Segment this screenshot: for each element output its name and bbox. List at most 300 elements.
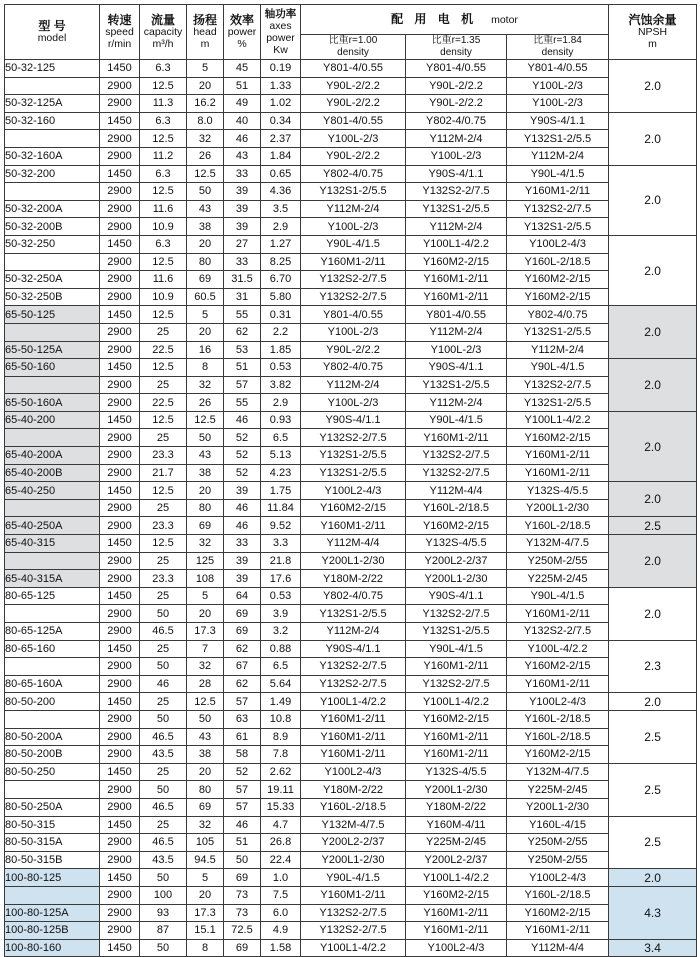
efficiency-cell: 62	[224, 675, 261, 693]
motor-density-135-cell: Y90L-4/1.5	[406, 640, 507, 658]
npsh-cell: 2.5	[609, 763, 697, 816]
motor-density-184-cell: Y160M2-2/15	[507, 271, 609, 289]
capacity-cell: 23.3	[140, 517, 187, 535]
motor-density-135-cell: Y160M1-2/11	[406, 728, 507, 746]
speed-cell: 2900	[100, 781, 140, 799]
motor-density-135-cell: Y200L1-2/30	[406, 781, 507, 799]
capacity-cell: 100	[140, 886, 187, 904]
efficiency-cell: 53	[224, 341, 261, 359]
capacity-cell: 12.5	[140, 411, 187, 429]
table-row	[5, 886, 697, 904]
efficiency-cell: 43	[224, 147, 261, 165]
head-cell: 5	[187, 60, 224, 78]
shaft-power-cell: 0.34	[261, 112, 301, 130]
motor-density-100-cell: Y132S2-2/7.5	[301, 429, 406, 447]
shaft-power-cell: 6.5	[261, 658, 301, 676]
model-cell: 50-32-200B	[5, 218, 100, 236]
head-cell: 5	[187, 587, 224, 605]
speed-cell: 2900	[100, 218, 140, 236]
efficiency-cell: 58	[224, 746, 261, 764]
head-cell: 32	[187, 535, 224, 553]
speed-cell: 1450	[100, 60, 140, 78]
motor-density-135-cell: Y160M1-2/11	[406, 922, 507, 940]
motor-density-184-cell: Y160L-2/18.5	[507, 886, 609, 904]
motor-density-135-cell: Y112M-2/4	[406, 394, 507, 412]
motor-density-135-cell: Y160M-4/11	[406, 816, 507, 834]
header-efficiency-en1: power	[227, 26, 257, 38]
efficiency-cell: 55	[224, 306, 261, 324]
motor-density-184-cell: Y132S1-2/5.5	[507, 394, 609, 412]
model-cell: 50-32-250A	[5, 271, 100, 289]
motor-density-184-cell: Y160L-2/18.5	[507, 728, 609, 746]
table-row	[5, 95, 697, 113]
efficiency-cell: 61	[224, 728, 261, 746]
head-cell: 17.3	[187, 904, 224, 922]
capacity-cell: 23.3	[140, 570, 187, 588]
motor-density-184-cell: Y200L1-2/30	[507, 798, 609, 816]
model-cell	[5, 77, 100, 95]
table-row	[5, 851, 697, 869]
speed-cell: 1450	[100, 939, 140, 957]
capacity-cell: 12.5	[140, 253, 187, 271]
header-capacity-en1: capacity	[143, 26, 183, 38]
table-row	[5, 359, 697, 377]
shaft-power-cell: 26.8	[261, 834, 301, 852]
head-cell: 50	[187, 710, 224, 728]
capacity-cell: 46.5	[140, 623, 187, 641]
motor-density-100-cell: Y801-4/0.55	[301, 112, 406, 130]
head-cell: 15.1	[187, 922, 224, 940]
motor-density-184-cell: Y90L-4/1.5	[507, 587, 609, 605]
motor-density-184-cell: Y160M2-2/15	[507, 658, 609, 676]
speed-cell: 1450	[100, 112, 140, 130]
speed-cell: 2900	[100, 517, 140, 535]
shaft-power-cell: 17.6	[261, 570, 301, 588]
head-cell: 69	[187, 271, 224, 289]
motor-density-135-cell: Y90S-4/1.1	[406, 359, 507, 377]
motor-density-184-cell: Y132S2-2/7.5	[507, 623, 609, 641]
efficiency-cell: 62	[224, 640, 261, 658]
speed-cell: 2900	[100, 570, 140, 588]
table-row	[5, 464, 697, 482]
header-density-100-zh: 比重r=1.00	[328, 35, 378, 46]
motor-density-184-cell: Y90S-4/1.1	[507, 112, 609, 130]
motor-density-135-cell: Y112M-2/4	[406, 218, 507, 236]
motor-density-135-cell: Y160M2-2/15	[406, 253, 507, 271]
head-cell: 12.5	[187, 165, 224, 183]
efficiency-cell: 72.5	[224, 922, 261, 940]
table-row	[5, 816, 697, 834]
speed-cell: 2900	[100, 464, 140, 482]
table-row	[5, 77, 697, 95]
table-row	[5, 288, 697, 306]
speed-cell: 1450	[100, 763, 140, 781]
shaft-power-cell: 1.49	[261, 693, 301, 711]
motor-density-135-cell: Y112M-4/4	[406, 482, 507, 500]
table-row	[5, 570, 697, 588]
head-cell: 38	[187, 218, 224, 236]
efficiency-cell: 57	[224, 781, 261, 799]
motor-density-100-cell: Y200L1-2/30	[301, 552, 406, 570]
capacity-cell: 25	[140, 499, 187, 517]
model-cell: 80-65-160A	[5, 675, 100, 693]
capacity-cell: 50	[140, 658, 187, 676]
header-shaft-power	[261, 5, 301, 60]
motor-density-100-cell: Y802-4/0.75	[301, 165, 406, 183]
head-cell: 16	[187, 341, 224, 359]
model-cell: 80-65-125	[5, 587, 100, 605]
efficiency-cell: 46	[224, 411, 261, 429]
motor-density-135-cell: Y132S-4/5.5	[406, 535, 507, 553]
motor-density-100-cell: Y100L-2/3	[301, 394, 406, 412]
model-cell: 80-65-160	[5, 640, 100, 658]
capacity-cell: 46.5	[140, 728, 187, 746]
model-cell: 80-65-125A	[5, 623, 100, 641]
efficiency-cell: 67	[224, 658, 261, 676]
efficiency-cell: 39	[224, 200, 261, 218]
capacity-cell: 50	[140, 605, 187, 623]
head-cell: 43	[187, 728, 224, 746]
efficiency-cell: 39	[224, 218, 261, 236]
capacity-cell: 21.7	[140, 464, 187, 482]
motor-density-135-cell: Y90L-4/1.5	[406, 411, 507, 429]
motor-density-184-cell: Y132S1-2/5.5	[507, 218, 609, 236]
capacity-cell: 10.9	[140, 288, 187, 306]
motor-density-100-cell: Y90L-2/2.2	[301, 341, 406, 359]
model-cell: 65-50-125	[5, 306, 100, 324]
capacity-cell: 46.5	[140, 834, 187, 852]
motor-density-184-cell: Y160M2-2/15	[507, 288, 609, 306]
motor-density-135-cell: Y132S1-2/5.5	[406, 376, 507, 394]
model-cell: 100-80-125	[5, 869, 100, 887]
motor-density-100-cell: Y100L-2/3	[301, 323, 406, 341]
model-cell	[5, 886, 100, 904]
capacity-cell: 25	[140, 763, 187, 781]
motor-density-100-cell: Y160M1-2/11	[301, 746, 406, 764]
header-shaft-power-en3: Kw	[273, 44, 288, 56]
shaft-power-cell: 15.33	[261, 798, 301, 816]
capacity-cell: 43.5	[140, 851, 187, 869]
header-npsh-en2: m	[648, 38, 657, 50]
efficiency-cell: 27	[224, 235, 261, 253]
motor-density-135-cell: Y132S2-2/7.5	[406, 447, 507, 465]
shaft-power-cell: 4.9	[261, 922, 301, 940]
header-motor-zh: 配 用 电 机	[391, 12, 478, 26]
header-efficiency-en2: %	[237, 38, 247, 50]
motor-density-135-cell: Y200L1-2/30	[406, 570, 507, 588]
speed-cell: 2900	[100, 834, 140, 852]
header-density-184-en: density	[541, 47, 574, 58]
head-cell: 60.5	[187, 288, 224, 306]
table-row	[5, 165, 697, 183]
capacity-cell: 12.5	[140, 359, 187, 377]
motor-density-135-cell: Y132S1-2/5.5	[406, 623, 507, 641]
table-row	[5, 746, 697, 764]
shaft-power-cell: 4.7	[261, 816, 301, 834]
table-row	[5, 904, 697, 922]
motor-density-100-cell: Y132M-4/7.5	[301, 816, 406, 834]
speed-cell: 2900	[100, 183, 140, 201]
motor-density-184-cell: Y160L-2/18.5	[507, 710, 609, 728]
speed-cell: 2900	[100, 95, 140, 113]
table-row	[5, 922, 697, 940]
efficiency-cell: 69	[224, 869, 261, 887]
head-cell: 38	[187, 746, 224, 764]
motor-density-100-cell: Y112M-4/4	[301, 535, 406, 553]
speed-cell: 1450	[100, 359, 140, 377]
motor-density-184-cell: Y132S2-2/7.5	[507, 200, 609, 218]
motor-density-100-cell: Y100L1-4/2.2	[301, 939, 406, 957]
table-row	[5, 535, 697, 553]
shaft-power-cell: 6.70	[261, 271, 301, 289]
table-row	[5, 60, 697, 78]
efficiency-cell: 69	[224, 939, 261, 957]
shaft-power-cell: 2.9	[261, 394, 301, 412]
speed-cell: 1450	[100, 693, 140, 711]
speed-cell: 2900	[100, 394, 140, 412]
header-density-184-zh: 比重r=1.84	[533, 35, 582, 46]
motor-density-100-cell: Y132S1-2/5.5	[301, 447, 406, 465]
motor-density-135-cell: Y200L2-2/37	[406, 851, 507, 869]
header-head-zh: 扬程	[192, 13, 217, 27]
shaft-power-cell: 0.31	[261, 306, 301, 324]
table-row	[5, 869, 697, 887]
head-cell: 20	[187, 77, 224, 95]
shaft-power-cell: 8.25	[261, 253, 301, 271]
table-row	[5, 658, 697, 676]
model-cell: 65-40-200B	[5, 464, 100, 482]
capacity-cell: 87	[140, 922, 187, 940]
npsh-cell: 2.5	[609, 816, 697, 869]
motor-density-184-cell: Y160M1-2/11	[507, 605, 609, 623]
motor-density-100-cell: Y132S1-2/5.5	[301, 464, 406, 482]
efficiency-cell: 57	[224, 376, 261, 394]
npsh-cell: 2.0	[609, 411, 697, 481]
motor-density-100-cell: Y90L-2/2.2	[301, 77, 406, 95]
motor-density-184-cell: Y132S-4/5.5	[507, 482, 609, 500]
motor-density-184-cell: Y100L-2/3	[507, 95, 609, 113]
motor-density-100-cell: Y100L2-4/3	[301, 482, 406, 500]
model-cell	[5, 429, 100, 447]
table-row	[5, 341, 697, 359]
speed-cell: 2900	[100, 922, 140, 940]
motor-density-100-cell: Y90S-4/1.1	[301, 640, 406, 658]
header-efficiency-zh: 效率	[229, 13, 254, 27]
table-row	[5, 271, 697, 289]
shaft-power-cell: 9.52	[261, 517, 301, 535]
head-cell: 8	[187, 939, 224, 957]
motor-density-135-cell: Y160M1-2/11	[406, 658, 507, 676]
head-cell: 20	[187, 323, 224, 341]
table-row	[5, 218, 697, 236]
speed-cell: 2900	[100, 675, 140, 693]
efficiency-cell: 69	[224, 623, 261, 641]
head-cell: 43	[187, 447, 224, 465]
speed-cell: 2900	[100, 376, 140, 394]
head-cell: 50	[187, 183, 224, 201]
head-cell: 20	[187, 763, 224, 781]
shaft-power-cell: 8.9	[261, 728, 301, 746]
efficiency-cell: 31	[224, 288, 261, 306]
motor-density-135-cell: Y160L-2/18.5	[406, 499, 507, 517]
efficiency-cell: 52	[224, 429, 261, 447]
motor-density-135-cell: Y100L2-4/3	[406, 939, 507, 957]
motor-density-184-cell: Y160M1-2/11	[507, 922, 609, 940]
header-density-135-zh: 比重r=1.35	[431, 35, 481, 46]
motor-density-184-cell: Y132S1-2/5.5	[507, 130, 609, 148]
motor-density-135-cell: Y160M1-2/11	[406, 271, 507, 289]
header-motor	[301, 5, 609, 35]
model-cell	[5, 710, 100, 728]
motor-density-184-cell: Y132S1-2/5.5	[507, 323, 609, 341]
motor-density-135-cell: Y200L2-2/37	[406, 552, 507, 570]
motor-density-184-cell: Y160L-2/18.5	[507, 253, 609, 271]
table-row	[5, 798, 697, 816]
model-cell: 80-50-200A	[5, 728, 100, 746]
motor-density-135-cell: Y112M-2/4	[406, 323, 507, 341]
header-density-100	[301, 35, 406, 60]
head-cell: 50	[187, 429, 224, 447]
motor-density-184-cell: Y100L1-4/2.2	[507, 411, 609, 429]
head-cell: 28	[187, 675, 224, 693]
motor-density-184-cell: Y132M-4/7.5	[507, 535, 609, 553]
motor-density-100-cell: Y160M1-2/11	[301, 253, 406, 271]
model-cell	[5, 499, 100, 517]
capacity-cell: 25	[140, 587, 187, 605]
motor-density-100-cell: Y112M-2/4	[301, 200, 406, 218]
head-cell: 94.5	[187, 851, 224, 869]
efficiency-cell: 52	[224, 447, 261, 465]
shaft-power-cell: 7.8	[261, 746, 301, 764]
capacity-cell: 46.5	[140, 798, 187, 816]
capacity-cell: 50	[140, 781, 187, 799]
header-model-zh: 型 号	[38, 19, 66, 33]
speed-cell: 2900	[100, 904, 140, 922]
model-cell: 50-32-200A	[5, 200, 100, 218]
head-cell: 20	[187, 235, 224, 253]
capacity-cell: 12.5	[140, 130, 187, 148]
motor-density-135-cell: Y160M1-2/11	[406, 429, 507, 447]
model-cell	[5, 253, 100, 271]
speed-cell: 2900	[100, 658, 140, 676]
motor-density-100-cell: Y802-4/0.75	[301, 359, 406, 377]
motor-density-135-cell: Y90L-2/2.2	[406, 77, 507, 95]
speed-cell: 2900	[100, 605, 140, 623]
capacity-cell: 6.3	[140, 60, 187, 78]
efficiency-cell: 46	[224, 499, 261, 517]
motor-density-100-cell: Y180M-2/22	[301, 781, 406, 799]
speed-cell: 2900	[100, 447, 140, 465]
motor-density-135-cell: Y100L1-4/2.2	[406, 235, 507, 253]
shaft-power-cell: 1.02	[261, 95, 301, 113]
motor-density-184-cell: Y160L-2/18.5	[507, 517, 609, 535]
table-row	[5, 499, 697, 517]
npsh-cell: 3.4	[609, 939, 697, 957]
efficiency-cell: 63	[224, 710, 261, 728]
header-speed-en1: speed	[105, 26, 134, 38]
npsh-cell: 2.5	[609, 517, 697, 535]
header-density-135	[406, 35, 507, 60]
shaft-power-cell: 1.85	[261, 341, 301, 359]
model-cell: 80-50-250	[5, 763, 100, 781]
motor-density-100-cell: Y160M1-2/11	[301, 886, 406, 904]
model-cell: 65-50-125A	[5, 341, 100, 359]
capacity-cell: 25	[140, 693, 187, 711]
table-row	[5, 781, 697, 799]
table-row	[5, 306, 697, 324]
head-cell: 26	[187, 394, 224, 412]
head-cell: 16.2	[187, 95, 224, 113]
head-cell: 8	[187, 359, 224, 377]
npsh-cell: 2.0	[609, 306, 697, 359]
shaft-power-cell: 1.0	[261, 869, 301, 887]
shaft-power-cell: 2.62	[261, 763, 301, 781]
motor-density-135-cell: Y132S-4/5.5	[406, 763, 507, 781]
speed-cell: 1450	[100, 587, 140, 605]
efficiency-cell: 73	[224, 886, 261, 904]
motor-density-100-cell: Y801-4/0.55	[301, 306, 406, 324]
motor-density-184-cell: Y160M2-2/15	[507, 429, 609, 447]
motor-density-135-cell: Y160M1-2/11	[406, 288, 507, 306]
shaft-power-cell: 0.19	[261, 60, 301, 78]
model-cell: 50-32-125A	[5, 95, 100, 113]
table-row	[5, 552, 697, 570]
motor-density-135-cell: Y100L-2/3	[406, 341, 507, 359]
capacity-cell: 50	[140, 710, 187, 728]
shaft-power-cell: 5.13	[261, 447, 301, 465]
motor-density-100-cell: Y160M1-2/11	[301, 710, 406, 728]
shaft-power-cell: 6.5	[261, 429, 301, 447]
table-row	[5, 112, 697, 130]
head-cell: 80	[187, 253, 224, 271]
motor-density-100-cell: Y132S2-2/7.5	[301, 288, 406, 306]
capacity-cell: 11.2	[140, 147, 187, 165]
speed-cell: 1450	[100, 306, 140, 324]
speed-cell: 1450	[100, 482, 140, 500]
capacity-cell: 50	[140, 869, 187, 887]
head-cell: 17.3	[187, 623, 224, 641]
capacity-cell: 12.5	[140, 306, 187, 324]
speed-cell: 2900	[100, 77, 140, 95]
shaft-power-cell: 2.9	[261, 218, 301, 236]
motor-density-184-cell: Y250M-2/55	[507, 834, 609, 852]
capacity-cell: 12.5	[140, 482, 187, 500]
head-cell: 12.5	[187, 411, 224, 429]
motor-density-100-cell: Y90L-2/2.2	[301, 147, 406, 165]
motor-density-135-cell: Y112M-2/4	[406, 130, 507, 148]
model-cell: 80-50-315A	[5, 834, 100, 852]
head-cell: 20	[187, 605, 224, 623]
header-npsh	[609, 5, 697, 60]
motor-density-135-cell: Y90L-2/2.2	[406, 95, 507, 113]
model-cell	[5, 781, 100, 799]
table-row	[5, 183, 697, 201]
efficiency-cell: 31.5	[224, 271, 261, 289]
npsh-cell: 2.0	[609, 112, 697, 165]
shaft-power-cell: 3.2	[261, 623, 301, 641]
capacity-cell: 12.5	[140, 535, 187, 553]
motor-density-100-cell: Y100L-2/3	[301, 130, 406, 148]
motor-density-100-cell: Y132S1-2/5.5	[301, 183, 406, 201]
capacity-cell: 93	[140, 904, 187, 922]
motor-density-135-cell: Y132S2-2/7.5	[406, 675, 507, 693]
motor-density-100-cell: Y100L2-4/3	[301, 763, 406, 781]
head-cell: 12.5	[187, 693, 224, 711]
motor-density-184-cell: Y160M2-2/15	[507, 746, 609, 764]
speed-cell: 1450	[100, 411, 140, 429]
speed-cell: 2900	[100, 746, 140, 764]
efficiency-cell: 33	[224, 165, 261, 183]
